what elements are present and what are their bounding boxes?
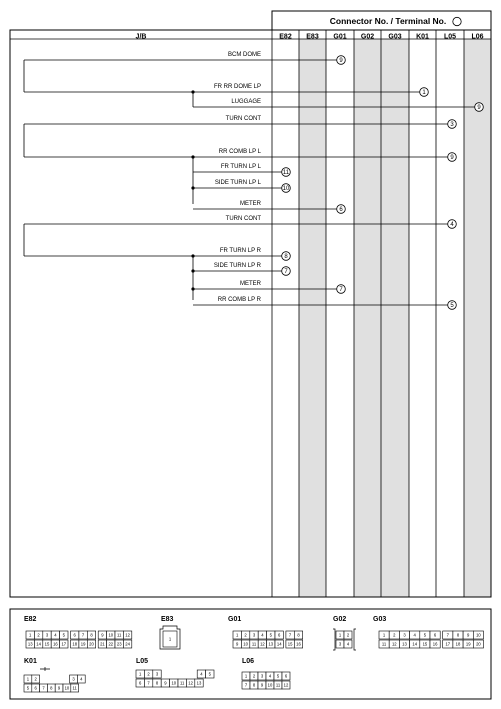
column-shade-e83 <box>299 39 326 597</box>
column-header-g03: G03 <box>388 33 402 41</box>
connector-pin-number: 20 <box>476 641 481 647</box>
column-header-g01: G01 <box>333 33 347 41</box>
terminal-number: 9 <box>450 155 454 162</box>
connector-pin-number: 20 <box>89 641 94 647</box>
connector-pin-number: 4 <box>268 673 272 679</box>
connector-pin-number: 11 <box>180 680 185 686</box>
signal-label: BCM DOME <box>228 52 261 58</box>
terminal-number: 4 <box>450 222 454 229</box>
column-header-l06: L06 <box>471 33 484 41</box>
connector-pin-number: 1 <box>338 632 342 638</box>
connector-pin-number: 8 <box>90 632 93 638</box>
signal-label: RR COMB LP L <box>218 149 261 155</box>
connector-pin-number: 11 <box>381 641 387 647</box>
terminal-number: 5 <box>450 303 454 310</box>
column-header-k01: K01 <box>416 33 429 41</box>
connector-pin-number: 7 <box>147 680 150 686</box>
connector-label-g01: G01 <box>228 616 242 623</box>
connector-pin-number: 8 <box>456 632 460 638</box>
connector-pin-number: 11 <box>275 682 281 688</box>
junction-dot <box>191 287 194 290</box>
connector-pin-number: 5 <box>276 673 280 679</box>
connector-pin-number: 6 <box>284 673 288 679</box>
signal-label: FR TURN LP R <box>219 248 261 254</box>
connector-pin-number: 24 <box>125 641 130 647</box>
connector-pin-number: 8 <box>297 632 300 638</box>
connector-pin-number: 10 <box>476 632 481 638</box>
connector-pin-number: 6 <box>278 632 281 638</box>
connector-pin-number: 7 <box>42 685 45 691</box>
connector-pin-number: 19 <box>80 641 86 647</box>
connector-pin-number: 5 <box>423 632 427 638</box>
signal-label: METER <box>240 281 261 287</box>
connector-label-g03: G03 <box>373 616 387 623</box>
connector-pin-number: 13 <box>402 641 407 647</box>
signal-label: SIDE TURN LP L <box>214 180 261 186</box>
connector-pin-number: 3 <box>338 641 342 647</box>
junction-dot <box>191 90 194 93</box>
connector-pin-number: 4 <box>54 632 57 638</box>
signal-label: FR RR DOME LP <box>213 84 261 90</box>
connector-pin-number: 1 <box>139 671 142 677</box>
connector-pin-number: 11 <box>251 641 257 647</box>
connector-pin-number: 12 <box>260 641 265 647</box>
connector-label-e82: E82 <box>24 616 37 623</box>
connector-label-l05: L05 <box>136 658 149 665</box>
connector-pin-number: 2 <box>393 632 396 638</box>
connector-pin-number: 8 <box>155 680 159 686</box>
signal-label: LUGGAGE <box>231 99 261 105</box>
connector-pin-number: 18 <box>72 641 78 647</box>
connector-pin-number: 11 <box>72 685 77 691</box>
connector-pin-number: 14 <box>36 641 41 647</box>
connector-pin-number: 10 <box>64 685 70 691</box>
connector-pin-number: 21 <box>100 641 105 647</box>
connector-pin-number: 6 <box>139 680 142 686</box>
signal-label: TURN CONT <box>225 216 261 222</box>
connector-pin-number: 17 <box>61 641 67 647</box>
terminal-number: 6 <box>339 207 343 214</box>
connector-pin-number: 7 <box>446 632 449 638</box>
terminal-number: 3 <box>450 122 454 129</box>
junction-dot <box>191 254 194 257</box>
connector-pin-number: 1 <box>244 673 248 679</box>
connector-pin-number: 9 <box>260 682 264 688</box>
connector-pin-number: 6 <box>34 685 37 691</box>
connector-pin-number: 12 <box>188 680 193 686</box>
connector-pin-number: 4 <box>261 632 264 638</box>
connector-pin-number: 9 <box>57 685 61 691</box>
connector-pin-number: 7 <box>288 632 292 638</box>
header-title: Connector No. / Terminal No. <box>329 16 447 26</box>
column-shade-l06 <box>464 39 491 597</box>
connector-pin-number: 1 <box>29 632 32 638</box>
terminal-number: 7 <box>339 287 343 294</box>
connector-pin-number: 16 <box>296 641 301 647</box>
connector-latch-k01 <box>40 667 50 671</box>
column-shade-g03 <box>381 39 409 597</box>
connector-pin-number: 2 <box>244 632 247 638</box>
connector-pin-number: 2 <box>34 676 37 682</box>
connector-pin-number: 3 <box>155 671 159 677</box>
connector-label-g02: G02 <box>333 616 347 623</box>
terminal-number: 9 <box>477 105 481 112</box>
connector-pin-number: 9 <box>164 680 167 686</box>
connector-pin-number: 10 <box>108 632 114 638</box>
connector-pin-number: 13 <box>268 641 274 647</box>
connector-pin-number: 9 <box>467 632 470 638</box>
connector-pin-number: 17 <box>445 641 451 647</box>
connector-pin-number: 1 <box>26 676 30 682</box>
terminal-number: 11 <box>282 170 290 177</box>
junction-dot <box>191 269 194 272</box>
signal-label: TURN CONT <box>225 116 261 122</box>
connector-pin-number: 1 <box>382 632 386 638</box>
connector-label-k01: K01 <box>24 658 37 665</box>
connector-pin-number: 11 <box>117 632 122 638</box>
connector-pin-number: 9 <box>101 632 104 638</box>
connector-pin-number: 3 <box>72 676 75 682</box>
connector-pin-number: 12 <box>283 682 289 688</box>
column-header-l05: L05 <box>443 33 457 41</box>
connector-pin-number: 15 <box>422 641 428 647</box>
connector-pin-number: 19 <box>465 641 471 647</box>
connector-pin-number: 18 <box>455 641 461 647</box>
column-header-e83: E83 <box>306 33 319 41</box>
connector-pin-number: 3 <box>45 632 49 638</box>
connector-pin-number: 5 <box>208 671 211 677</box>
connector-pin-number: 13 <box>27 641 33 647</box>
connector-pin-number: 5 <box>62 632 65 638</box>
terminal-number: 10 <box>282 186 290 193</box>
jb-label: J/B <box>135 33 147 41</box>
connector-pin-number: 16 <box>432 641 438 647</box>
connector-pin-number: 12 <box>391 641 397 647</box>
connector-pin-number: 10 <box>267 682 273 688</box>
connector-pin-number: 12 <box>125 632 130 638</box>
column-shade-g02 <box>354 39 381 597</box>
connector-pin-number: 10 <box>171 680 177 686</box>
junction-dot <box>191 186 194 189</box>
connector-pin-number: 4 <box>413 632 416 638</box>
junction-dot <box>191 155 194 158</box>
connector-pin-number: 4 <box>200 671 203 677</box>
connector-pin-number: 7 <box>81 632 85 638</box>
connector-pin-number: 23 <box>116 641 122 647</box>
terminal-number: 1 <box>422 90 426 97</box>
connector-pin-number: 3 <box>260 673 264 679</box>
connector-pin-number: 7 <box>244 682 248 688</box>
connector-pin-number: 1 <box>168 636 172 642</box>
signal-label: SIDE TURN LP R <box>213 263 261 269</box>
connector-pin-number: 2 <box>147 671 150 677</box>
connector-pin-number: 6 <box>433 632 437 638</box>
terminal-number: 7 <box>284 269 288 276</box>
connector-pin-number: 8 <box>252 682 256 688</box>
connector-pin-number: 10 <box>243 641 248 647</box>
signal-label: RR COMB LP R <box>217 297 261 303</box>
connector-pin-number: 8 <box>50 685 53 691</box>
connector-pin-number: 4 <box>80 676 83 682</box>
connector-pin-number: 4 <box>346 641 350 647</box>
connector-pin-number: 3 <box>403 632 406 638</box>
column-header-g02: G02 <box>360 33 375 41</box>
connector-pin-number: 14 <box>412 641 418 647</box>
connector-pin-number: 6 <box>73 632 76 638</box>
connector-pin-number: 2 <box>37 632 40 638</box>
connector-pin-number: 15 <box>287 641 293 647</box>
connector-label-e83: E83 <box>161 616 174 623</box>
connector-pin-number: 9 <box>236 641 239 647</box>
terminal-circle-legend <box>453 17 461 25</box>
connector-pin-number: 16 <box>53 641 58 647</box>
connector-pin-number: 22 <box>108 641 114 647</box>
connector-label-l06: L06 <box>242 658 255 665</box>
connector-pin-number: 5 <box>26 685 30 691</box>
connector-pin-number: 3 <box>252 632 256 638</box>
column-header-e82: E82 <box>279 33 292 41</box>
connector-pin-number: 15 <box>44 641 50 647</box>
terminal-number: 9 <box>339 58 343 65</box>
connector-pin-number: 5 <box>269 632 272 638</box>
connector-pin-number: 1 <box>236 632 239 638</box>
connector-pin-number: 2 <box>346 632 350 638</box>
connector-pin-number: 2 <box>252 673 256 679</box>
connector-pin-number: 13 <box>196 680 202 686</box>
signal-label: METER <box>240 201 261 207</box>
terminal-number: 8 <box>284 254 288 261</box>
signal-label: FR TURN LP L <box>220 164 261 170</box>
connector-pin-number: 14 <box>276 641 282 647</box>
